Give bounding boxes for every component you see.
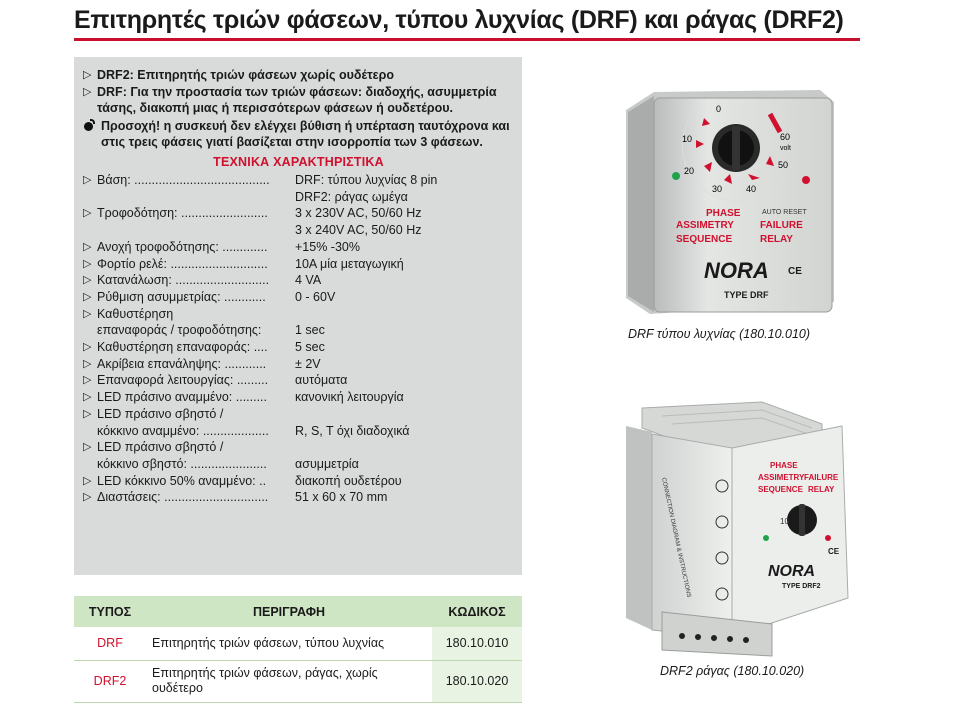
spec-row bbox=[83, 456, 514, 473]
code-cell: 180.10.020 bbox=[432, 660, 522, 702]
panel-label-assimetry: ASSIMETRY bbox=[676, 220, 734, 231]
spec-label: Καθυστέρηση επαναφοράς: .... bbox=[97, 340, 268, 355]
title-divider bbox=[74, 38, 860, 41]
type-cell: DRF bbox=[74, 627, 146, 660]
drf-caption: DRF τύπου λυχνίας (180.10.010) bbox=[628, 327, 811, 341]
drf2-product-image bbox=[622, 398, 854, 660]
type-label: TYPE DRF2 bbox=[782, 583, 821, 590]
triangle-bullet-icon: ▷ bbox=[83, 257, 92, 270]
triangle-bullet-icon: ▷ bbox=[83, 240, 92, 253]
header-code: ΚΩΔΙΚΟΣ bbox=[432, 596, 522, 627]
spec-label: LED πράσινο αναμμένο: ......... bbox=[97, 390, 268, 405]
spec-value: +15% -30% bbox=[295, 239, 360, 254]
dial-tick-label: 50 bbox=[778, 160, 789, 170]
type-cell: DRF2 bbox=[74, 660, 146, 702]
specs-heading: ΤΕΧΝΙΚΑ ΧΑΡΑΚΤΗΡΙΣΤΙΚΑ bbox=[213, 155, 384, 169]
spec-value bbox=[295, 439, 514, 456]
triangle-bullet-icon: ▷ bbox=[83, 357, 92, 370]
table-row bbox=[74, 660, 522, 702]
dial-tick-label: 10 bbox=[780, 517, 789, 526]
ce-mark: CE bbox=[788, 266, 802, 277]
spec-row bbox=[83, 439, 514, 456]
spec-value: 10A μία μεταγωγική bbox=[295, 256, 404, 271]
triangle-bullet-icon: ▷ bbox=[83, 491, 92, 504]
triangle-bullet-icon: ▷ bbox=[83, 174, 92, 186]
note-text: DRF: Για την προστασία των τριών φάσεων: διαδοχής, ασυμμετρία τάσης, διακοπή μιας ή περισσότερων φάσεων ή ουδετέρου. bbox=[97, 85, 497, 115]
spec-label: LED πράσινο σβηστό / bbox=[97, 406, 224, 421]
spec-row bbox=[83, 406, 514, 423]
spec-label: Ανοχή τροφοδότησης: ............. bbox=[97, 239, 268, 254]
spec-row bbox=[83, 389, 514, 406]
description-cell: Επιτηρητής τριών φάσεων, τύπου λυχνίας bbox=[146, 627, 432, 660]
spec-row bbox=[83, 289, 514, 306]
spec-value: ± 2V bbox=[295, 356, 321, 371]
ce-mark: CE bbox=[828, 547, 840, 556]
spec-value: διακοπή ουδετέρου bbox=[295, 473, 402, 488]
panel-label-sequence: SEQUENCE bbox=[758, 485, 803, 494]
dial-tick-label: 20 bbox=[684, 166, 695, 176]
spec-label: κόκκινο σβηστό: ...................... bbox=[97, 456, 267, 471]
spec-row bbox=[83, 322, 514, 339]
triangle-bullet-icon: ▷ bbox=[83, 290, 92, 303]
bomb-icon bbox=[83, 118, 97, 134]
panel-label-relay: RELAY bbox=[808, 485, 835, 494]
panel-label-auto-reset: AUTO RESET bbox=[762, 209, 807, 216]
brand-logo: NORA bbox=[768, 563, 816, 580]
spec-label: Βάση: ....................................... bbox=[97, 173, 270, 187]
spec-value: κανονική λειτουργία bbox=[295, 390, 404, 405]
triangle-bullet-icon: ▷ bbox=[83, 307, 92, 320]
triangle-bullet-icon: ▷ bbox=[83, 407, 92, 420]
spec-row bbox=[83, 473, 514, 490]
spec-label: LED κόκκινο 50% αναμμένο: .. bbox=[97, 473, 267, 488]
spec-value: 51 x 60 x 70 mm bbox=[295, 490, 388, 505]
triangle-bullet-icon: ▷ bbox=[83, 374, 92, 387]
spec-row bbox=[83, 172, 514, 189]
triangle-bullet-icon: ▷ bbox=[83, 274, 92, 287]
spec-value: 4 VA bbox=[295, 273, 322, 288]
description-cell: Επιτηρητής τριών φάσεων, ράγας, χωρίς ουδέτερο bbox=[146, 660, 432, 702]
panel-label-failure: FAILURE bbox=[804, 473, 839, 482]
triangle-bullet-icon bbox=[83, 222, 97, 239]
note-item bbox=[83, 84, 514, 116]
triangle-bullet-icon: ▷ bbox=[83, 391, 92, 404]
product-table bbox=[74, 596, 522, 703]
triangle-bullet-icon bbox=[83, 456, 97, 473]
panel-label-phase: PHASE bbox=[770, 461, 798, 470]
spec-value: 3 x 240V AC, 50/60 Hz bbox=[295, 223, 422, 238]
dial-tick-label: 40 bbox=[746, 184, 757, 194]
panel-label-relay: RELAY bbox=[760, 234, 793, 245]
spec-value: 3 x 230V AC, 50/60 Hz bbox=[295, 206, 422, 221]
warning-note bbox=[83, 118, 514, 150]
triangle-bullet-icon: ▷ bbox=[83, 69, 92, 81]
dial-tick-label: 10 bbox=[682, 134, 693, 144]
triangle-bullet-icon: ▷ bbox=[83, 207, 92, 220]
terminal-screw-icon bbox=[695, 634, 701, 640]
terminal-screw-icon bbox=[679, 633, 685, 639]
panel-label-failure: FAILURE bbox=[760, 220, 803, 231]
spec-value: R, S, T όχι διαδοχικά bbox=[295, 423, 410, 438]
spec-value bbox=[295, 406, 514, 423]
triangle-bullet-icon: ▷ bbox=[83, 441, 92, 454]
page-title: Επιτηρητές τριών φάσεων, τύπου λυχνίας (DRF) και ράγας (DRF2) bbox=[74, 6, 844, 34]
spec-row bbox=[83, 189, 514, 206]
triangle-bullet-icon: ▷ bbox=[83, 86, 92, 98]
spec-label: Ακρίβεια επανάληψης: ............ bbox=[97, 356, 267, 371]
spec-row bbox=[83, 306, 514, 323]
spec-value: DRF2: ράγας ωμέγα bbox=[295, 189, 408, 204]
brand-logo: NORA bbox=[704, 258, 769, 283]
note-item bbox=[83, 67, 514, 83]
warning-text: Προσοχή! η συσκευή δεν ελέγχει βύθιση ή υπέρταση ταυτόχρονα και στις τρεις φάσεις γιατί βασίζεται στην ισορροπία των 3 φάσεων. bbox=[101, 119, 510, 149]
spec-row bbox=[83, 272, 514, 289]
spec-value: 5 sec bbox=[295, 340, 325, 355]
dial-unit-label: volt bbox=[780, 145, 791, 152]
dial-tick-label: 30 bbox=[712, 184, 723, 194]
spec-label: Ρύθμιση ασυμμετρίας: ............ bbox=[97, 289, 266, 304]
spec-label bbox=[97, 189, 295, 206]
spec-label bbox=[97, 222, 295, 239]
spec-label: Καθυστέρηση bbox=[97, 306, 174, 321]
type-label: TYPE DRF bbox=[724, 290, 769, 300]
spec-row bbox=[83, 222, 514, 239]
spec-label: LED πράσινο σβηστό / bbox=[97, 440, 224, 455]
green-led-icon bbox=[672, 172, 680, 180]
green-led-icon bbox=[763, 535, 769, 541]
spec-value: 0 - 60V bbox=[295, 289, 336, 304]
panel-label-phase: PHASE bbox=[706, 208, 741, 219]
spec-label: επαναφοράς / τροφοδότησης: bbox=[97, 323, 262, 338]
triangle-bullet-icon: ▷ bbox=[83, 474, 92, 487]
triangle-bullet-icon bbox=[83, 423, 97, 440]
spec-value: ασυμμετρία bbox=[295, 456, 359, 471]
triangle-bullet-icon bbox=[83, 189, 97, 206]
spec-value: 1 sec bbox=[295, 323, 325, 338]
terminal-screw-icon bbox=[711, 635, 717, 641]
spec-row bbox=[83, 239, 514, 256]
table-row bbox=[74, 627, 522, 660]
code-cell: 180.10.010 bbox=[432, 627, 522, 660]
spec-label: Φορτίο ρελέ: ............................ bbox=[97, 256, 268, 271]
panel-label-sequence: SEQUENCE bbox=[676, 234, 733, 245]
spec-row bbox=[83, 339, 514, 356]
terminal-screw-icon bbox=[743, 637, 749, 643]
spec-value: αυτόματα bbox=[295, 373, 348, 388]
panel-label-assimetry: ASSIMETRY bbox=[758, 473, 805, 482]
specs-list bbox=[83, 172, 514, 506]
spec-row bbox=[83, 256, 514, 273]
spec-label: Διαστάσεις: .............................. bbox=[97, 490, 269, 505]
spec-value bbox=[295, 306, 514, 323]
terminal-screw-icon bbox=[727, 636, 733, 642]
triangle-bullet-icon: ▷ bbox=[83, 341, 92, 354]
spec-label: Κατανάλωση: ........................... bbox=[97, 273, 270, 288]
header-description: ΠΕΡΙΓΡΑΦΗ bbox=[146, 596, 432, 627]
drf2-caption: DRF2 ράγας (180.10.020) bbox=[660, 664, 805, 678]
triangle-bullet-icon bbox=[83, 322, 97, 339]
notes bbox=[83, 67, 514, 150]
red-led-icon bbox=[802, 176, 810, 184]
spec-row bbox=[83, 489, 514, 506]
dial-tick-label: 60 bbox=[780, 132, 791, 142]
spec-row bbox=[83, 372, 514, 389]
spec-row bbox=[83, 205, 514, 222]
spec-value: DRF: τύπου λυχνίας 8 pin bbox=[295, 173, 438, 187]
table-header-row bbox=[74, 596, 522, 627]
red-led-icon bbox=[825, 535, 831, 541]
spec-row bbox=[83, 356, 514, 373]
spec-panel bbox=[74, 57, 522, 575]
note-text: DRF2: Επιτηρητής τριών φάσεων χωρίς ουδέτερο bbox=[97, 68, 394, 82]
connection-diagram-label: CONNECTION DIAGRAM & INSTRUCTIONS bbox=[660, 477, 692, 599]
header-type: ΤΥΠΟΣ bbox=[74, 596, 146, 627]
dial-tick-label: 0 bbox=[716, 104, 722, 114]
spec-row bbox=[83, 423, 514, 440]
spec-label: Τροφοδότηση: ......................... bbox=[97, 206, 268, 221]
spec-label: Επαναφορά λειτουργίας: ......... bbox=[97, 373, 269, 388]
drf-product-image bbox=[620, 88, 840, 320]
spec-label: κόκκινο αναμμένο: ................... bbox=[97, 423, 269, 438]
